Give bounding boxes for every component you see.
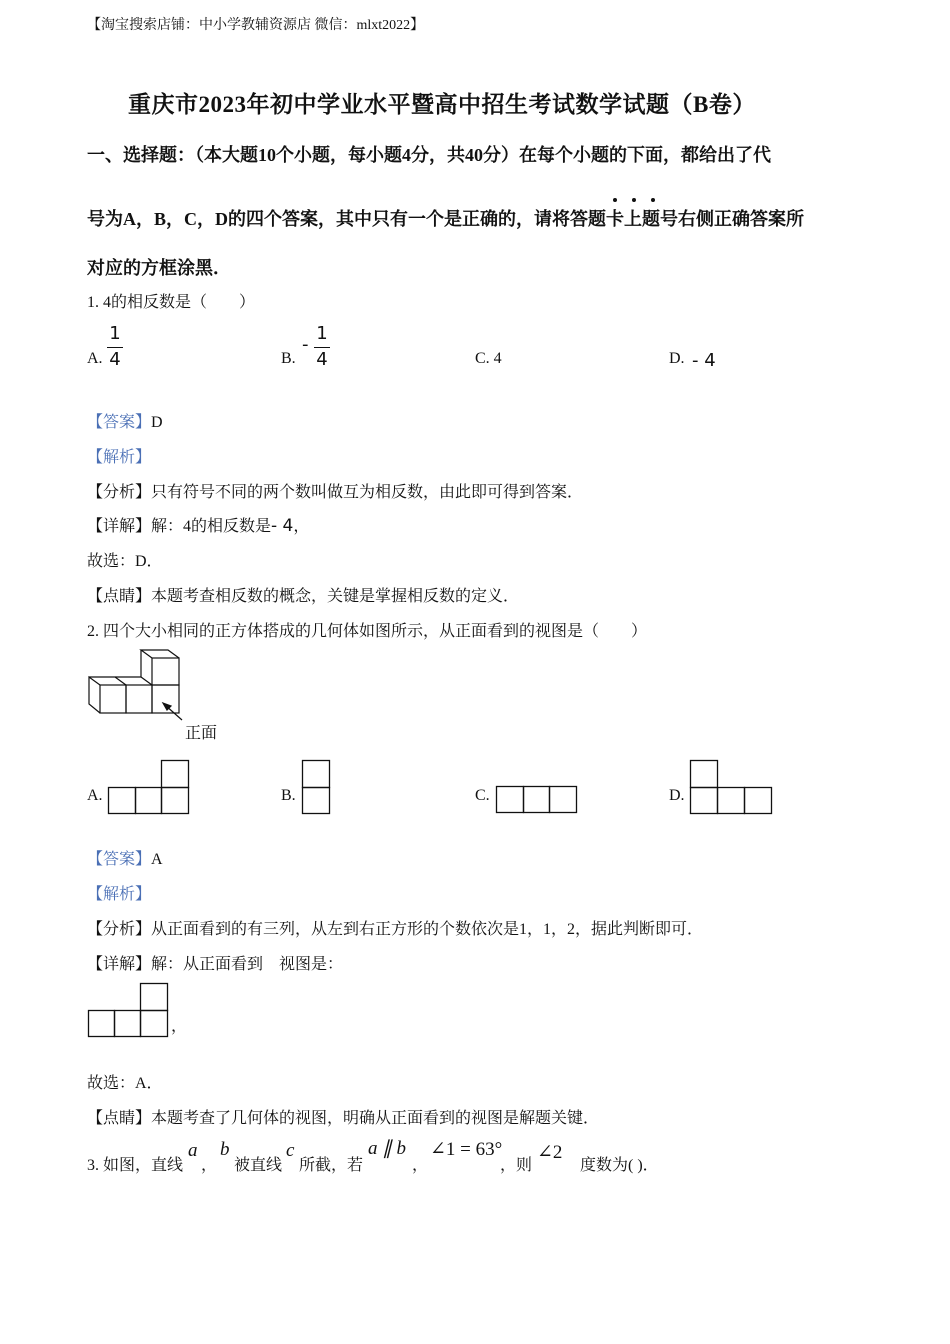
q2-dianjing: 【点睛】本题考查了几何体的视图，明确从正面看到的视图是解题关键．: [87, 1110, 600, 1127]
q1-stem: 1. 4的相反数是（ ）: [87, 294, 256, 311]
q1-option-b-fraction: [314, 324, 330, 370]
answer-tag: 【答案】: [87, 414, 152, 431]
q2-option-c-view: [496, 786, 578, 816]
xiangjie-value: - 4: [271, 516, 294, 536]
section-heading-line1: 一、选择题：（本大题10个小题，每小题4分，共40分）在每个小题的下面，都给出了代: [87, 145, 771, 165]
header-note: 【淘宝搜索店铺：中小学教辅资源店 微信：mlxt2022】: [87, 18, 425, 33]
section-heading-line2: 号为A，B，C，D的四个答案，其中只有一个是正确的，请将答题卡上题号右侧正确答案所: [87, 209, 804, 229]
q3-sep2: ，: [412, 1157, 429, 1174]
q2-option-c-label: C.: [475, 787, 490, 804]
emphasis-dot: [613, 198, 617, 202]
q2-solution-comma: ，: [171, 1018, 188, 1035]
q3-angle1: ∠1 = 63°: [430, 1139, 503, 1160]
q1-xiangjie: [87, 513, 309, 536]
q1-option-d-label: D.: [669, 350, 685, 367]
xiangjie-end: ，: [293, 518, 310, 535]
q2-option-b-label: B.: [281, 787, 296, 804]
fraction-bar: [314, 347, 330, 348]
q1-answer: [87, 409, 163, 432]
q2-stem: 2. 四个大小相同的正方体搭成的几何体如图所示，从正面看到的视图是（ ）: [87, 623, 648, 640]
q1-option-a-fraction: [107, 324, 123, 370]
q2-xiangjie: 【详解】解：从正面看到 视图是：: [87, 956, 344, 973]
fraction-bar: [107, 347, 123, 348]
numerator: 1: [109, 323, 121, 344]
q2-answer: [87, 846, 163, 869]
q1-option-b-label: B.: [281, 350, 296, 367]
q2-option-d-label: D.: [669, 787, 685, 804]
section-heading-line3: 对应的方框涂黑．: [87, 258, 231, 278]
answer-value: A: [151, 851, 163, 868]
q3-suffix: 度数为( )．: [580, 1157, 659, 1174]
denominator: 4: [316, 349, 328, 370]
denominator: 4: [109, 349, 121, 370]
q3-sep1: ，: [201, 1157, 218, 1174]
q2-option-a-view: [108, 760, 190, 816]
q2-solution-view: [88, 983, 170, 1039]
emphasis-dot: [632, 198, 636, 202]
q1-option-b-sign: -: [302, 334, 309, 355]
q1-choice: 故选：D．: [87, 553, 163, 570]
q1-dianjing: 【点睛】本题考查相反数的概念，关键是掌握相反数的定义．: [87, 588, 520, 605]
q2-choice: 故选：A．: [87, 1075, 163, 1092]
q3-line-a: a: [188, 1140, 198, 1161]
q1-fenxi: 【分析】只有符号不同的两个数叫做互为相反数，由此即可得到答案．: [87, 484, 584, 501]
q3-prefix: 3. 如图，直线: [87, 1157, 184, 1174]
q1-option-d-value: - 4: [692, 350, 716, 371]
numerator: 1: [316, 323, 328, 344]
q3-line-c: c: [286, 1140, 295, 1161]
xiangjie-text: 【详解】解：4的相反数是: [87, 518, 272, 535]
q3-then: ，则: [500, 1157, 533, 1174]
q2-fenxi: 【分析】从正面看到的有三列，从左到右正方形的个数依次是1，1，2，据此判断即可．: [87, 921, 704, 938]
q2-front-label: 正面: [185, 725, 218, 742]
q2-option-b-view: [302, 760, 332, 816]
q3-line-b: b: [220, 1139, 230, 1160]
q1-option-c: C. 4: [475, 350, 502, 367]
q2-option-a-label: A.: [87, 787, 103, 804]
q1-option-a-label: A.: [87, 350, 103, 367]
q3-angle2: ∠2: [537, 1142, 563, 1163]
q2-option-d-view: [690, 760, 774, 816]
answer-value: D: [151, 414, 163, 431]
q1-analysis-tag: 【解析】: [87, 449, 152, 466]
q2-analysis-tag: 【解析】: [87, 886, 152, 903]
q3-cut: 所截，若: [299, 1157, 364, 1174]
q3-parallel: a ∥ b: [368, 1138, 406, 1159]
q3-mid: 被直线: [234, 1157, 283, 1174]
answer-tag: 【答案】: [87, 851, 152, 868]
page-title: 重庆市2023年初中学业水平暨高中招生考试数学试题（B卷）: [128, 92, 756, 117]
emphasis-dot: [651, 198, 655, 202]
